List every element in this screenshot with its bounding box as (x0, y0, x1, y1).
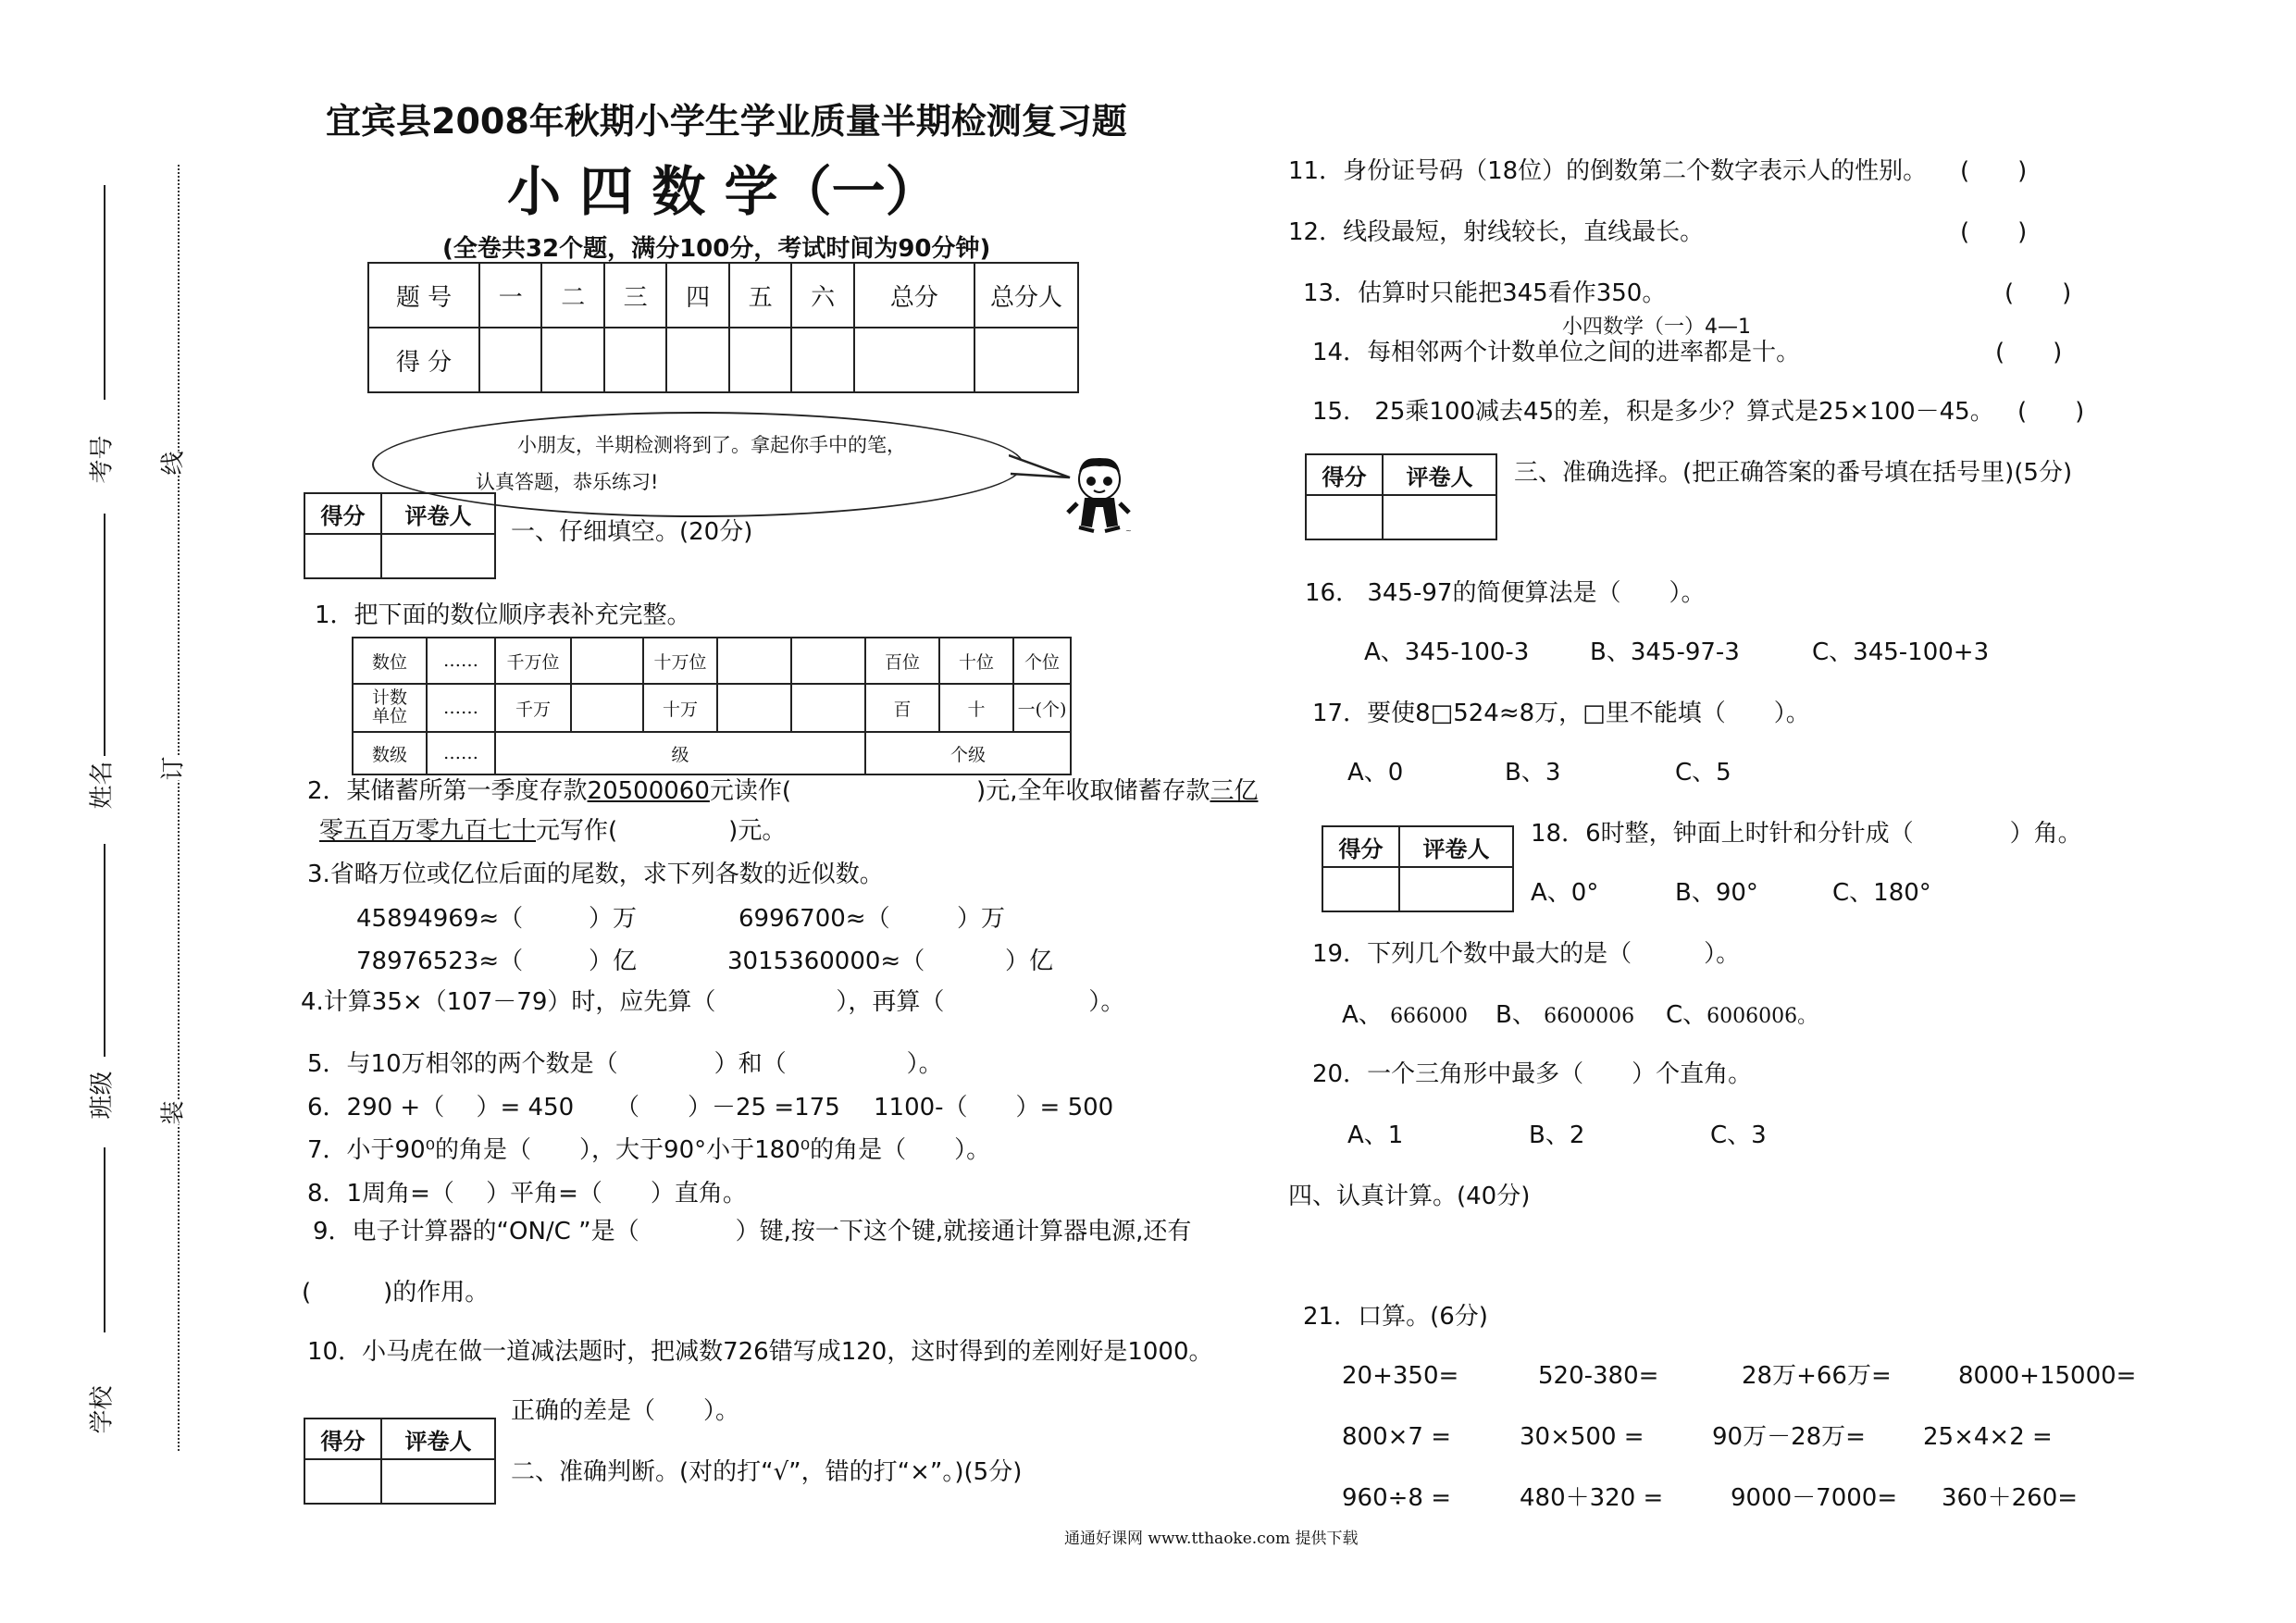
q6-a: 6．290 +（ ）= 450 (307, 1094, 575, 1121)
digit-blank[interactable] (791, 638, 865, 684)
label-zhuang: 装 (155, 1100, 189, 1124)
svg-text:~: ~ (1125, 527, 1132, 535)
q19-text: 19．下列几个数中最大的是（ ）。 (1312, 940, 1741, 968)
margin-line (104, 514, 105, 756)
digit-cell: 一(个) (1013, 684, 1071, 732)
q9-line2: ( )的作用。 (302, 1279, 490, 1307)
section-2-heading: 二、准确判断。(对的打“√”，错的打“×”。)(5分) (511, 1458, 1023, 1486)
margin-line (104, 1147, 105, 1332)
option-label: B、 (1496, 1001, 1536, 1029)
q2-line2 (319, 817, 786, 846)
q2-part: )元。 (728, 817, 787, 845)
q16-option-b[interactable]: B、345-97-3 (1590, 638, 1740, 666)
q18-option-b[interactable]: B、90° (1675, 879, 1758, 907)
digit-blank[interactable] (571, 684, 643, 732)
digit-cell: 数级 (353, 732, 427, 774)
calc-item: 25×4×2 = (1923, 1423, 2053, 1451)
q3-item: ）亿 (589, 948, 638, 975)
grade-row-label: 得 分 (368, 328, 479, 392)
q17-option-a[interactable]: A、0 (1347, 759, 1404, 787)
digit-cell: …… (427, 732, 495, 774)
option-value: 6006006。 (1706, 1005, 1818, 1028)
q20-option-b[interactable]: B、2 (1529, 1121, 1585, 1149)
q13-text: 13．估算时只能把345看作350。 (1303, 279, 1667, 307)
score-head: 评卷人 (1399, 826, 1513, 867)
q14-text: 14．每相邻两个计数单位之间的进率都是十。 (1312, 339, 1801, 366)
q9-line1: 9．电子计算器的“ON/C ”是（ ）键,按一下这个键,就接通计算器电源,还有 (313, 1218, 1192, 1245)
answer-paren[interactable]: ( ) (1960, 218, 2028, 246)
score-box-1 (304, 492, 496, 579)
q20-text: 20．一个三角形中最多（ ）个直角。 (1312, 1060, 1753, 1088)
q2-part: )元,全年收取储蓄存款 (976, 777, 1210, 805)
digit-cell: 十万位 (643, 638, 717, 684)
grade-head: 五 (729, 263, 791, 328)
q3-item: ）亿 (1005, 948, 1054, 975)
q3-item: 78976523≈（ (356, 948, 524, 975)
digit-blank[interactable] (571, 638, 643, 684)
score-head: 评卷人 (381, 1419, 495, 1459)
digit-cell: 数位 (353, 638, 427, 684)
q3-item: ）万 (957, 905, 1006, 933)
calc-item: 960÷8 = (1342, 1484, 1452, 1512)
q10-line2: 正确的差是（ ）。 (511, 1397, 740, 1425)
score-head: 评卷人 (381, 493, 495, 534)
grade-head: 四 (666, 263, 728, 328)
grade-cell[interactable] (854, 328, 974, 392)
digit-cell: 十位 (939, 638, 1013, 684)
option-label: A、 (1342, 1001, 1383, 1029)
q11-text: 11．身份证号码（18位）的倒数第二个数字表示人的性别。 (1288, 157, 1928, 185)
q6-c: 1100-（ ）= 500 (874, 1094, 1114, 1121)
grade-cell[interactable] (666, 328, 728, 392)
q10-line1: 10．小马虎在做一道减法题时，把减数726错写成120，这时得到的差刚好是1000。 (307, 1338, 1213, 1366)
grade-cell[interactable] (541, 328, 603, 392)
label-xian: 线 (155, 451, 189, 475)
option-value: 6600006 (1544, 1005, 1635, 1028)
answer-paren[interactable]: ( ) (2017, 398, 2085, 426)
reviewer-cell[interactable] (1383, 495, 1496, 539)
digit-cell: 计数 单位 (353, 684, 427, 732)
digit-blank[interactable] (791, 684, 865, 732)
calc-item: 800×7 = (1342, 1423, 1452, 1451)
grade-cell[interactable] (974, 328, 1078, 392)
footer-source: 通通好课网 www.tthaoke.com 提供下载 (1064, 1530, 1359, 1548)
reviewer-cell[interactable] (381, 534, 495, 578)
digit-cell: 百 (865, 684, 939, 732)
calc-item: 30×500 = (1520, 1423, 1644, 1451)
q17-option-c[interactable]: C、5 (1675, 759, 1731, 787)
q16-text: 16． 345-97的简便算法是（ ）。 (1305, 579, 1706, 607)
digit-cell: 个级 (865, 732, 1071, 774)
grade-cell[interactable] (604, 328, 666, 392)
q7-text: 7．小于90⁰的角是（ ），大于90°小于180⁰的角是（ ）。 (307, 1136, 991, 1164)
q3-item: 6996700≈（ (738, 905, 890, 933)
grade-head: 三 (604, 263, 666, 328)
q6-b: （ ）－25 =175 (615, 1094, 840, 1121)
q19-option-c[interactable] (1666, 1001, 1818, 1030)
q18-option-c[interactable]: C、180° (1832, 879, 1931, 907)
q3-item: ）万 (589, 905, 638, 933)
grade-head: 一 (479, 263, 541, 328)
calc-item: 28万+66万= (1742, 1362, 1892, 1390)
exam-title: 宜宾县2008年秋期小学生学业质量半期检测复习题 (326, 101, 1127, 142)
score-cell[interactable] (304, 534, 381, 578)
score-head: 得分 (304, 1419, 381, 1459)
reviewer-cell[interactable] (1399, 867, 1513, 911)
q16-option-a[interactable]: A、345-100-3 (1364, 638, 1530, 666)
q2-part: 元写作( (536, 817, 618, 845)
page-mark: 小四数学（一）4—1 (1562, 316, 1751, 339)
calc-item: 360＋260= (1942, 1484, 2079, 1512)
q19-option-b[interactable] (1496, 1001, 1634, 1030)
label-banji: 班级 (88, 1071, 117, 1120)
q1-text: 1．把下面的数位顺序表补充完整。 (315, 601, 691, 629)
q3-item: 45894969≈（ (356, 905, 524, 933)
digit-cell: 千万位 (495, 638, 571, 684)
label-ding: 订 (155, 756, 189, 780)
grade-cell[interactable] (479, 328, 541, 392)
calc-item: 20+350= (1342, 1362, 1459, 1390)
grade-head: 题 号 (368, 263, 479, 328)
q16-option-c[interactable]: C、345-100+3 (1812, 638, 1990, 666)
grade-head: 总分 (854, 263, 974, 328)
calc-item: 480＋320 = (1520, 1484, 1664, 1512)
option-value: 666000 (1390, 1005, 1469, 1028)
score-box-3 (1305, 453, 1497, 540)
answer-paren[interactable]: ( ) (1995, 339, 2063, 366)
digit-blank[interactable] (717, 684, 791, 732)
calc-item: 9000－7000= (1731, 1484, 1898, 1512)
score-cell[interactable] (1322, 867, 1399, 911)
score-head: 得分 (1322, 826, 1399, 867)
label-xuexiao: 学校 (88, 1385, 117, 1434)
margin-line (104, 185, 105, 400)
digit-blank[interactable] (717, 638, 791, 684)
bubble-line1: 小朋友，半期检测将到了。拿起你手中的笔， (517, 434, 906, 456)
grade-table (367, 262, 1079, 393)
q8-text: 8．1周角=（ ）平角=（ ）直角。 (307, 1180, 747, 1208)
q5-text: 5．与10万相邻的两个数是（ ）和（ ）。 (307, 1050, 943, 1078)
digit-cell: …… (427, 638, 495, 684)
q2-number: 20500060 (587, 777, 710, 805)
q18-text: 18．6时整，钟面上时针和分针成（ ）角。 (1531, 820, 2082, 848)
digit-cell: 百位 (865, 638, 939, 684)
grade-cell[interactable] (729, 328, 791, 392)
digit-cell: 千万 (495, 684, 571, 732)
digit-cell: …… (427, 684, 495, 732)
q19-option-a[interactable] (1342, 1001, 1468, 1030)
subject-title: 小 四 数 学（一） (507, 160, 939, 223)
mascot-icon (1064, 452, 1149, 544)
q3-item: 3015360000≈（ (727, 948, 925, 975)
grade-cell[interactable] (791, 328, 853, 392)
digit-cell: 十 (939, 684, 1013, 732)
exam-note: (全卷共32个题，满分100分，考试时间为90分钟) (442, 235, 991, 263)
grade-head: 二 (541, 263, 603, 328)
q21-text: 21．口算。(6分) (1303, 1303, 1488, 1331)
q2-part: 2．某储蓄所第一季度存款 (307, 777, 588, 805)
score-head: 评卷人 (1383, 454, 1496, 495)
label-xingming: 姓名 (88, 761, 117, 810)
score-cell[interactable] (1306, 495, 1383, 539)
margin-line (104, 844, 105, 1057)
score-box-4 (1322, 825, 1514, 912)
q2-line1 (307, 777, 1258, 806)
answer-paren[interactable]: ( ) (2004, 279, 2072, 307)
digit-cell: 级 (495, 732, 865, 774)
option-label: C、 (1666, 1001, 1707, 1029)
q2-amount: 三亿 (1210, 777, 1259, 805)
section-4-heading: 四、认真计算。(40分) (1288, 1183, 1531, 1210)
q2-part: 元读作( (709, 777, 792, 805)
q20-option-c[interactable]: C、3 (1710, 1121, 1767, 1149)
calc-item: 8000+15000= (1958, 1362, 2137, 1390)
score-cell[interactable] (304, 1459, 381, 1504)
q20-option-a[interactable]: A、1 (1347, 1121, 1404, 1149)
grade-head: 六 (791, 263, 853, 328)
grade-head: 总分人 (974, 263, 1078, 328)
q17-option-b[interactable]: B、3 (1505, 759, 1561, 787)
q15-text: 15． 25乘100减去45的差，积是多少？算式是25×100－45。 (1312, 398, 1994, 426)
calc-item: 520-380= (1538, 1362, 1659, 1390)
digit-order-table (352, 637, 1072, 775)
digit-cell: 个位 (1013, 638, 1071, 684)
calc-item: 90万－28万= (1712, 1423, 1866, 1451)
q18-option-a[interactable]: A、0° (1531, 879, 1599, 907)
q3-text: 3.省略万位或亿位后面的尾数，求下列各数的近似数。 (307, 861, 884, 888)
bubble-line2: 认真答题，恭乐练习! (476, 471, 659, 493)
label-kaohao: 考号 (88, 435, 117, 484)
digit-cell: 十万 (643, 684, 717, 732)
q4-text: 4.计算35×（107－79）时，应先算（ ），再算（ ）。 (301, 988, 1125, 1016)
reviewer-cell[interactable] (381, 1459, 495, 1504)
score-head: 得分 (1306, 454, 1383, 495)
section-1-heading: 一、仔细填空。(20分) (511, 518, 753, 546)
score-head: 得分 (304, 493, 381, 534)
score-box-2 (304, 1418, 496, 1505)
section-3-heading: 三、准确选择。(把正确答案的番号填在括号里)(5分) (1514, 459, 2073, 487)
binding-dotted-line (178, 165, 180, 1451)
answer-paren[interactable]: ( ) (1960, 157, 2028, 185)
q2-amount: 零五百万零九百七十 (319, 817, 537, 845)
q12-text: 12．线段最短，射线较长，直线最长。 (1288, 218, 1705, 246)
q17-text: 17．要使8□524≈8万，□里不能填（ ）。 (1312, 700, 1810, 727)
